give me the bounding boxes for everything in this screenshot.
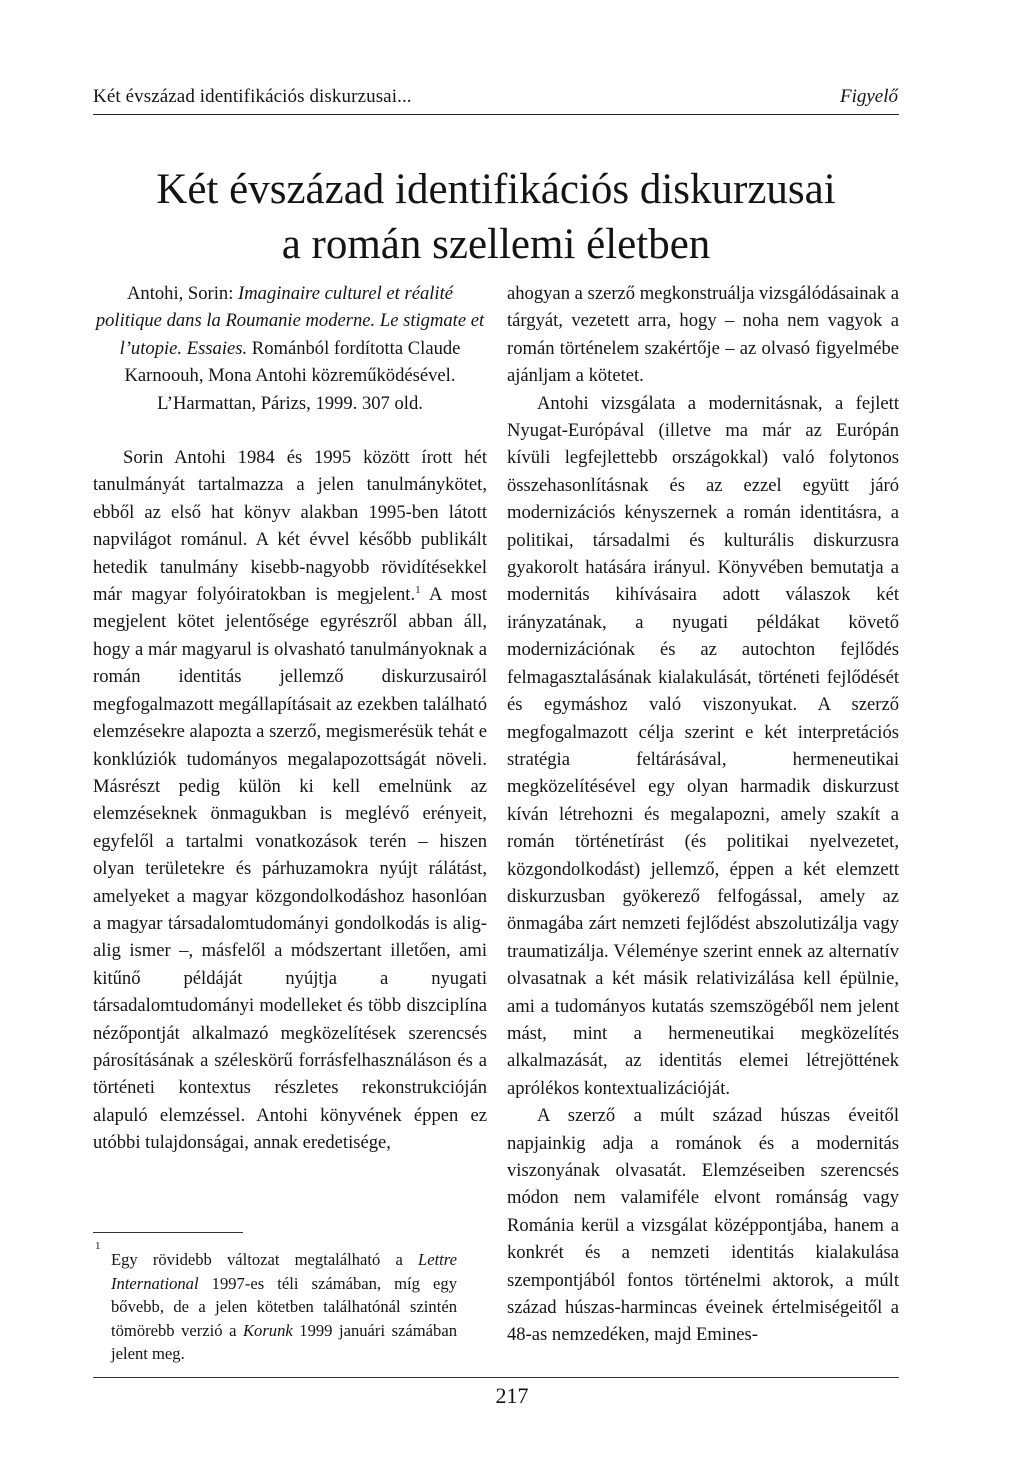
left-body-paragraph [93, 444, 487, 1157]
left-column [93, 280, 487, 1157]
book-reference [93, 280, 487, 417]
left-body-part-1: Sorin Antohi 1984 és 1995 között írott hét tanulmányát tartalmazza a jelen tanulmánykötet, ebből az első hat könyv alakban 1995-ben látott napvilágot románul. A két évvel később publikált hetedik tanulmány kisebb-nagyobb rövidítésekkel már magyar folyóiratokban is megjelent. [93, 447, 487, 606]
header-divider [93, 114, 899, 115]
footnote-text-c: 1999 januári számában jelent meg. [111, 1320, 457, 1363]
footnote-text-b: 1997-es téli számában, míg egy bővebb, de a jelen kötetben találhatónál szintén tömörebb verzió a [111, 1273, 457, 1340]
page-number: 217 [495, 1383, 529, 1408]
right-paragraph-2: Antohi vizsgálata a modernitásnak, a fejlett Nyugat-Európával (illetve ma már az Európán kívüli legfejlettebb országokkal) való folytonos összehasonlításnak és az ezzel együtt járó modernizációs kényszernek a román identitásra, a politikai, társadalmi és kulturális diskurzusra gyakorolt hatására irányul. Könyvében bemutatja a modernitás kihívásaira adott válaszok két irányzatának, a nyugati példákat követő modernizációnak és az autochton fejlődés felmagasztalásának kialakulását, történeti fejlődését és egymáshoz való viszonyukat. A szerző megfogalmazott célja szerint e két interpretációs stratégia feltárásával, hermeneutikai megközelítésével egy olyan harmadik diskurzust kíván létrehozni és megalapozni, amely szakít a román történetírást (és politikai nyelvezetet, közgondolkodást) jellemző, éppen a két elemzett diskurzusban gyökerező felfogással, amely az önmagába zárt nemzeti fejlődést abszolutizálja vagy traumatizálja. Véleménye szerint ennek az alternatív olvasatnak a két másik relativizálása kell épülnie, ami a tudományos kutatás szemszögéből nem jelent mást, mint a hermeneutikai megközelítés alkalmazását, az identitás elemei létrejöttének aprólékos kontextualizációját. [507, 392, 899, 1099]
reference-work-title: Imaginaire culturel et réalité politique dans la Roumanie moderne. Le stigmate et l’utopie. Essaies. [95, 283, 485, 359]
footnote-divider [93, 1232, 243, 1233]
footnote-journal-2: Korunk [242, 1320, 293, 1340]
footnote-text-a: Egy rövidebb változat megtalálható a [111, 1250, 418, 1269]
right-paragraph-1: ahogyan a szerző megkonstruálja vizsgálódásainak a tárgyát, vezetett arra, hogy – noha nem vagyok a román történelem szakértője – az olvasó figyelmébe ajánljam a kötetet. [507, 283, 899, 387]
right-paragraph-3: A szerző a múlt század húszas éveitől napjainkig adja a románok és a modernitás viszonyának olvasatát. Elemzéseiben szerencsés módon nem valamiféle elvont románság vagy Románia kerül a vizsgálat középpontjába, hanem a konkrét és a nemzeti identitás kialakulása szempontjából fontos történelmi aktorok, a múlt század húszas-harmincas éveinek értelmiségeitől a 48-as nemzedéken, majd Emines- [507, 1105, 899, 1346]
article-title-line-2: a román szellemi életben [281, 220, 711, 268]
footnote-journal-1: Lettre International [111, 1250, 457, 1293]
running-header-section: Figyelő [839, 86, 898, 107]
article-title [93, 162, 899, 272]
footer-divider [93, 1377, 899, 1378]
left-body-part-2: A most megjelent kötet jelentősége egyrészről abban áll, hogy a már magyarul is olvasható tanulmányoknak a román identitás jellemző diskurzusairól megfogalmazott megállapításait az ezekben található elemzésekre alapozta a szerző, megismerésük tehát e konklúziók tudományos megalapozottságát növeli. Másrészt pedig külön ki kell emelnünk az elemzéseknek önmagukban is meglévő erényeit, egyfelől a tartalmi vonatkozások terén – hiszen olyan területekre és párhuzamokra nyújt rálátást, amelyeket a magyar közgondolkodáshoz hasonlóan a magyar társadalomtudományi gondolkodás is alig-alig ismer –, másfelől a módszertant illetően, ami kitűnő példáját nyújtja a nyugati társadalomtudományi modelleket és több diszciplína nézőpontját alkalmazó megközelítések szerencsés párosításának a széleskörű forrásfelhasználáson és a történeti kontextus részletes rekonstrukcióján alapuló elemzéssel. Antohi könyvének éppen ez utóbbi tulajdonságai, annak eredetisége, [93, 584, 487, 1154]
reference-author: Antohi, Sorin: [126, 283, 239, 304]
article-title-line-1: Két évszázad identifikációs diskurzusai [156, 165, 836, 213]
footnote: 1 Egy rövidebb változat megtalálható a Lettre International 1997-es téli számában, míg egy bővebb, de a jelen kötetben találhatónál szintén tömörebb verzió a Korunk 1999 januári számában jelent meg. [95, 1240, 457, 1363]
right-column [507, 280, 899, 1349]
running-header-title: Két évszázad identifikációs diskurzusai... [93, 86, 412, 107]
reference-details: Románból fordította Claude Karnoouh, Mona Antohi közreműködésével. L’Harmattan, Párizs, 1999. 307 old. [124, 337, 461, 414]
footnote-reference-mark: 1 [415, 583, 421, 596]
